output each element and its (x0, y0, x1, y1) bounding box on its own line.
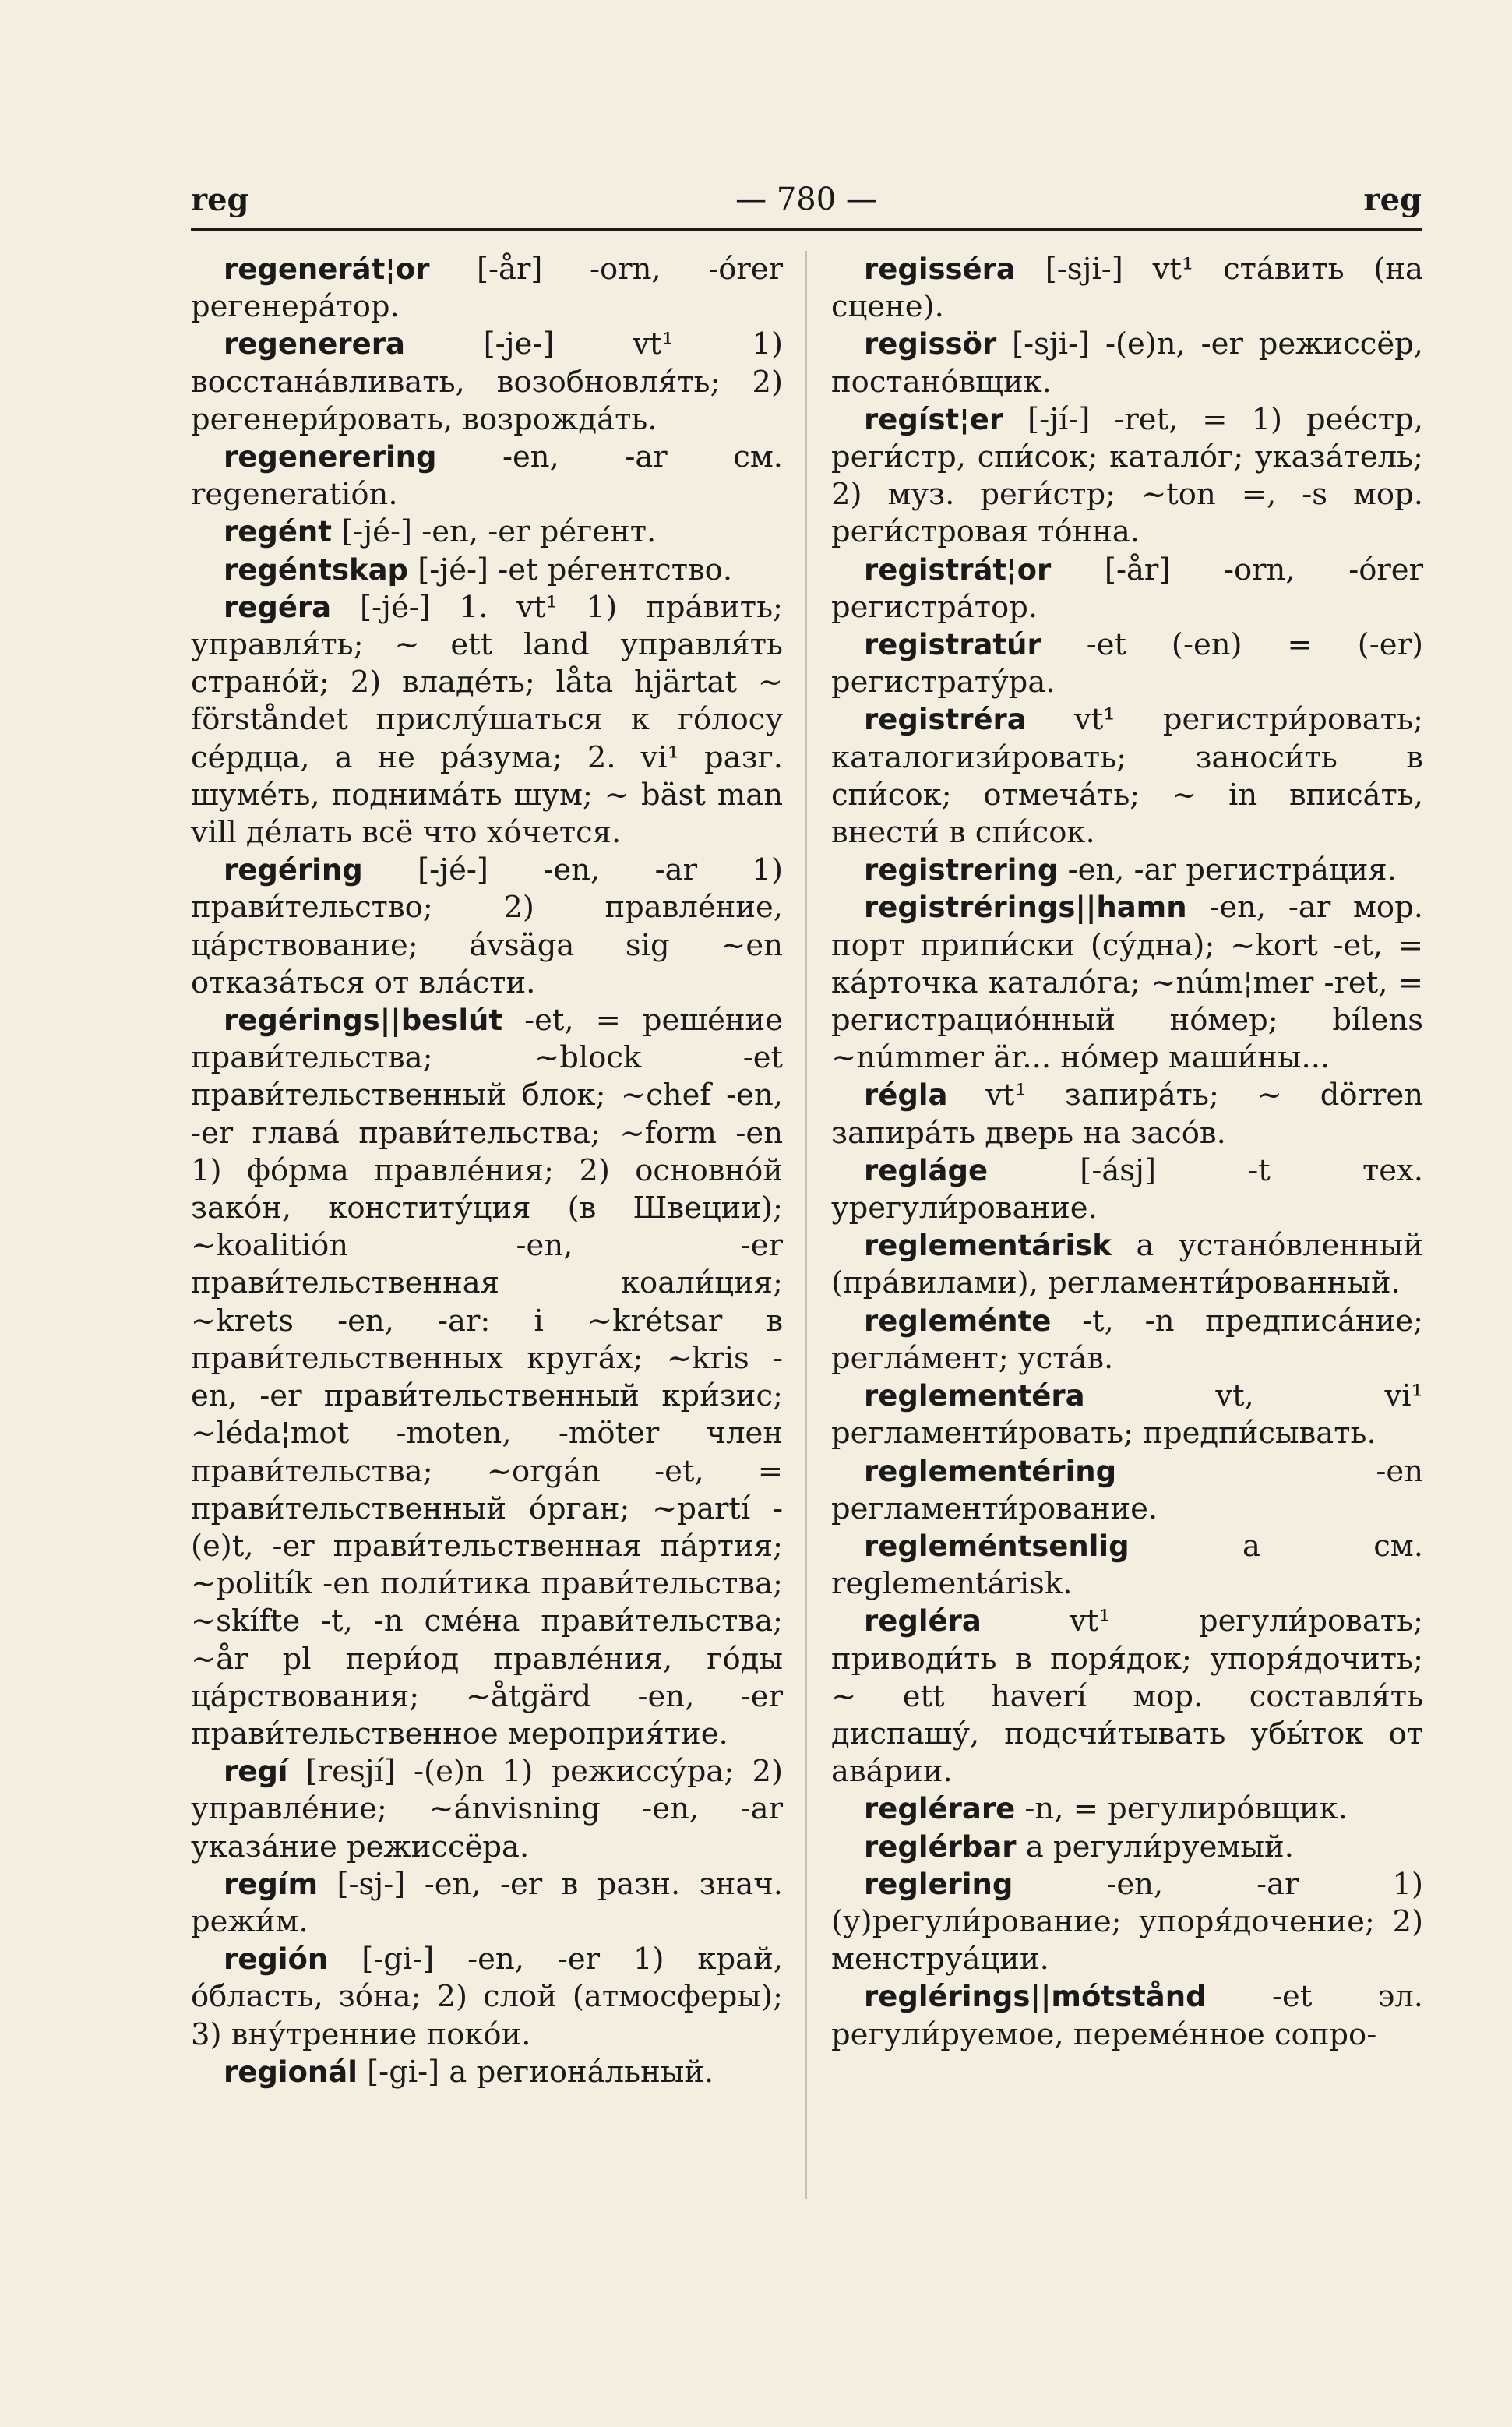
entry-definition: [-sji-] vt¹ ста́вить (на сцене). (831, 252, 1423, 325)
entry-headword: registratúr (864, 628, 1041, 662)
dictionary-entry (191, 1753, 783, 1866)
right-guide-word: reg (1363, 182, 1422, 218)
dictionary-entry (191, 589, 783, 852)
entry-headword: regenerera (224, 327, 405, 362)
dictionary-entry (831, 401, 1423, 552)
entry-headword: regleménte (864, 1303, 1052, 1338)
entry-definition: vt¹ регистри́ровать; каталогизи́ровать; заноси́ть в спи́сок; отмеча́ть; ~ in вписа́ть, внести́ в спи́сок. (831, 702, 1423, 851)
dictionary-entry (831, 1227, 1423, 1302)
entry-headword: región (224, 1942, 329, 1977)
entry-headword: regléra (864, 1604, 982, 1639)
entry-definition: [-jí-] -ret, = 1) рее́стр, реги́стр, спи́сок; катало́г; указа́тель; 2) муз. реги́стр; ~ton =, -s мор. реги́стровая то́нна. (831, 401, 1423, 550)
dictionary-entry (831, 1790, 1423, 1828)
entry-headword: regíst¦er (864, 402, 1004, 436)
entry-headword: regént (224, 515, 332, 549)
entry-headword: regí (224, 1755, 288, 1789)
entry-headword: registrérings||hamn (864, 891, 1187, 925)
entry-definition: [-gi-] a региона́льный. (357, 2054, 714, 2090)
entry-definition: a регули́руемый. (1016, 1829, 1294, 1864)
entry-headword: regenerering (224, 440, 437, 474)
dictionary-entry (831, 1378, 1423, 1452)
dictionary-entry (831, 552, 1423, 626)
dictionary-entry (191, 552, 783, 589)
dictionary-entry (191, 439, 783, 513)
entry-headword: registrát¦or (864, 552, 1052, 587)
entry-headword: reglérings||mótstånd (864, 1980, 1207, 2014)
entry-definition: -en, -ar 1) (у)регули́рование; упоря́дочение; 2) менструа́ции. (831, 1866, 1423, 1977)
entry-definition: -et, = реше́ние прави́тельства; ~block -et прави́тельственный блок; ~chef -en, -er глава́ прави́тельства; ~form -en 1) фо́рма правле́ния; 2) основно́й зако́н, конститу́ция (в Швеции); ~koalitión -en, -er прави́тельственная коали́ция; ~krets -en, -ar: i ~krétsar в прави́тельственных круга́х; ~kris -en, -er прави́тельственный кри́зис; ~léda¦mot -moten, -möter член прави́тельства; ~orgán -et, = прави́тельственный о́рган; ~partí -(e)t, -er прави́тельственная па́ртия; ~politík -en поли́тика прави́тельства; ~skífte -t, -n сме́на прави́тельства; ~år pl пери́од правле́ния, го́ды ца́рствования; ~åtgärd -en, -er прави́тельственное мероприя́тие. (191, 1003, 783, 1751)
entry-definition: a см. reglementárisk. (831, 1528, 1423, 1602)
entry-headword: regéntskap (224, 552, 409, 587)
entry-definition: [-år] -orn, -órer регенера́тор. (191, 252, 783, 325)
dictionary-entry (191, 2054, 783, 2091)
entry-headword: reglementárisk (864, 1229, 1112, 1263)
entry-headword: registréra (864, 703, 1027, 737)
entry-definition: -en, -ar регистра́ция. (1058, 852, 1397, 888)
entry-headword: regenerát¦or (224, 252, 430, 286)
entry-definition: -en регламенти́рование. (831, 1453, 1423, 1526)
entry-headword: regláge (864, 1153, 989, 1187)
dictionary-entry (831, 326, 1423, 400)
entry-headword: reglérare (864, 1792, 1016, 1826)
entry-definition: -t, -n предписа́ние; регла́мент; уста́в. (831, 1303, 1423, 1376)
entry-definition: [-sji-] -(e)n, -er режиссёр, постано́вщик. (831, 326, 1423, 400)
entry-definition: [-gi-] -en, -er 1) край, о́бласть, зо́на; 2) слой (атмосферы); 3) вну́тренние поко́и. (191, 1942, 783, 2052)
entry-headword: regionál (224, 2055, 358, 2089)
dictionary-entry (831, 1077, 1423, 1152)
dictionary-entry (831, 1866, 1423, 1979)
dictionary-entry (831, 626, 1423, 701)
entry-definition: vt¹ регули́ровать; приводи́ть в поря́док; упоря́дочить; ~ ett haverí мор. составля́ть диспашу́, подсчи́тывать убы́ток от ава́рии. (831, 1603, 1423, 1790)
page-number: — 780 — (735, 182, 877, 217)
entry-definition: [-ásj] -t тех. урегули́рование. (831, 1152, 1423, 1226)
left-column (191, 251, 783, 2091)
entry-headword: registrering (864, 853, 1059, 887)
dictionary-entry (831, 1152, 1423, 1227)
dictionary-entry (831, 1303, 1423, 1378)
entry-definition: [-jé-] -en, -er ре́гент. (331, 514, 657, 550)
dictionary-entry (191, 1002, 783, 1753)
entry-definition: -et эл. регули́руемое, переме́нное сопро- (831, 1979, 1423, 2052)
entry-definition: [-jé-] -en, -ar 1) прави́тельство; 2) правле́ние, ца́рствование; ávsäga sig ~en отказа́ться от вла́сти. (191, 852, 783, 1000)
entry-headword: reglementéring (864, 1454, 1117, 1488)
entry-headword: regím (224, 1867, 319, 1901)
right-column (831, 251, 1423, 2054)
entry-headword: regéra (224, 590, 332, 624)
dictionary-entry (191, 1941, 783, 2054)
left-guide-word: reg (191, 182, 249, 218)
dictionary-entry (191, 326, 783, 439)
entry-definition: [resjí] -(e)n 1) режиссу́ра; 2) управле́ние; ~ánvisning -en, -ar указа́ние режиссёра. (191, 1754, 783, 1864)
entry-definition: [-sj-] -en, -er в разн. знач. режи́м. (191, 1866, 783, 1939)
entry-definition: -en, -ar см. regeneratión. (191, 439, 783, 513)
dictionary-entry (831, 1603, 1423, 1790)
entry-headword: reglementéra (864, 1379, 1085, 1413)
entry-headword: reglérbar (864, 1829, 1017, 1864)
header-rule (191, 228, 1422, 231)
column-divider (805, 251, 807, 2199)
page-header (191, 175, 1422, 230)
entry-headword: regissör (864, 327, 997, 362)
dictionary-entry (191, 852, 783, 1002)
entry-definition: -n, = регулиро́вщик. (1015, 1791, 1348, 1827)
entry-definition: [-je-] vt¹ 1) восстана́вливать, возобновля́ть; 2) регенери́ровать, возрожда́ть. (191, 326, 783, 437)
entry-definition: [-år] -orn, -órer регистра́тор. (831, 552, 1423, 625)
entry-headword: reglering (864, 1867, 1013, 1901)
dictionary-entry (831, 889, 1423, 1077)
dictionary-entry (831, 1829, 1423, 1866)
dictionary-entry (831, 701, 1423, 852)
dictionary-entry (831, 251, 1423, 326)
entry-headword: regérings||beslút (224, 1004, 503, 1038)
entry-definition: vt¹ запира́ть; ~ dörren запира́ть дверь на засо́в. (831, 1078, 1423, 1151)
dictionary-entry (191, 251, 783, 326)
entry-definition: -en, -ar мор. порт припи́ски (су́дна); ~kort -et, = ка́рточка катало́га; ~núm¦mer -ret, = регистрацио́нный но́мер; bílens ~númmer är... но́мер маши́ны... (831, 890, 1423, 1076)
dictionary-entry (831, 852, 1423, 889)
dictionary-entry (191, 1866, 783, 1941)
entry-definition: -et (-en) = (-er) регистрату́ра. (831, 627, 1423, 700)
entry-definition: vt, vi¹ регламенти́ровать; предпи́сывать. (831, 1378, 1423, 1452)
dictionary-entry (831, 1978, 1423, 2053)
entry-definition: [-jé-] 1. vt¹ 1) пра́вить; управля́ть; ~ ett land управля́ть страно́й; 2) владе́ть; låta hjärtat ~ förståndet прислу́шаться к го́лосу се́рдца, а не ра́зума; 2. vi¹ разг. шуме́ть, поднима́ть шум; ~ bäst man vill де́лать всё что хо́чется. (191, 589, 783, 851)
dictionary-entry (831, 1453, 1423, 1528)
dictionary-entry (191, 513, 783, 551)
entry-headword: regleméntsenlig (864, 1529, 1130, 1563)
entry-headword: regisséra (864, 252, 1016, 286)
entry-definition: [-jé-] -et ре́гентство. (408, 552, 733, 587)
entry-headword: régla (864, 1078, 948, 1113)
entry-headword: regéring (224, 853, 363, 887)
entry-definition: a устано́вленный (пра́вилами), регламенти́рованный. (831, 1228, 1423, 1301)
dictionary-entry (831, 1528, 1423, 1603)
